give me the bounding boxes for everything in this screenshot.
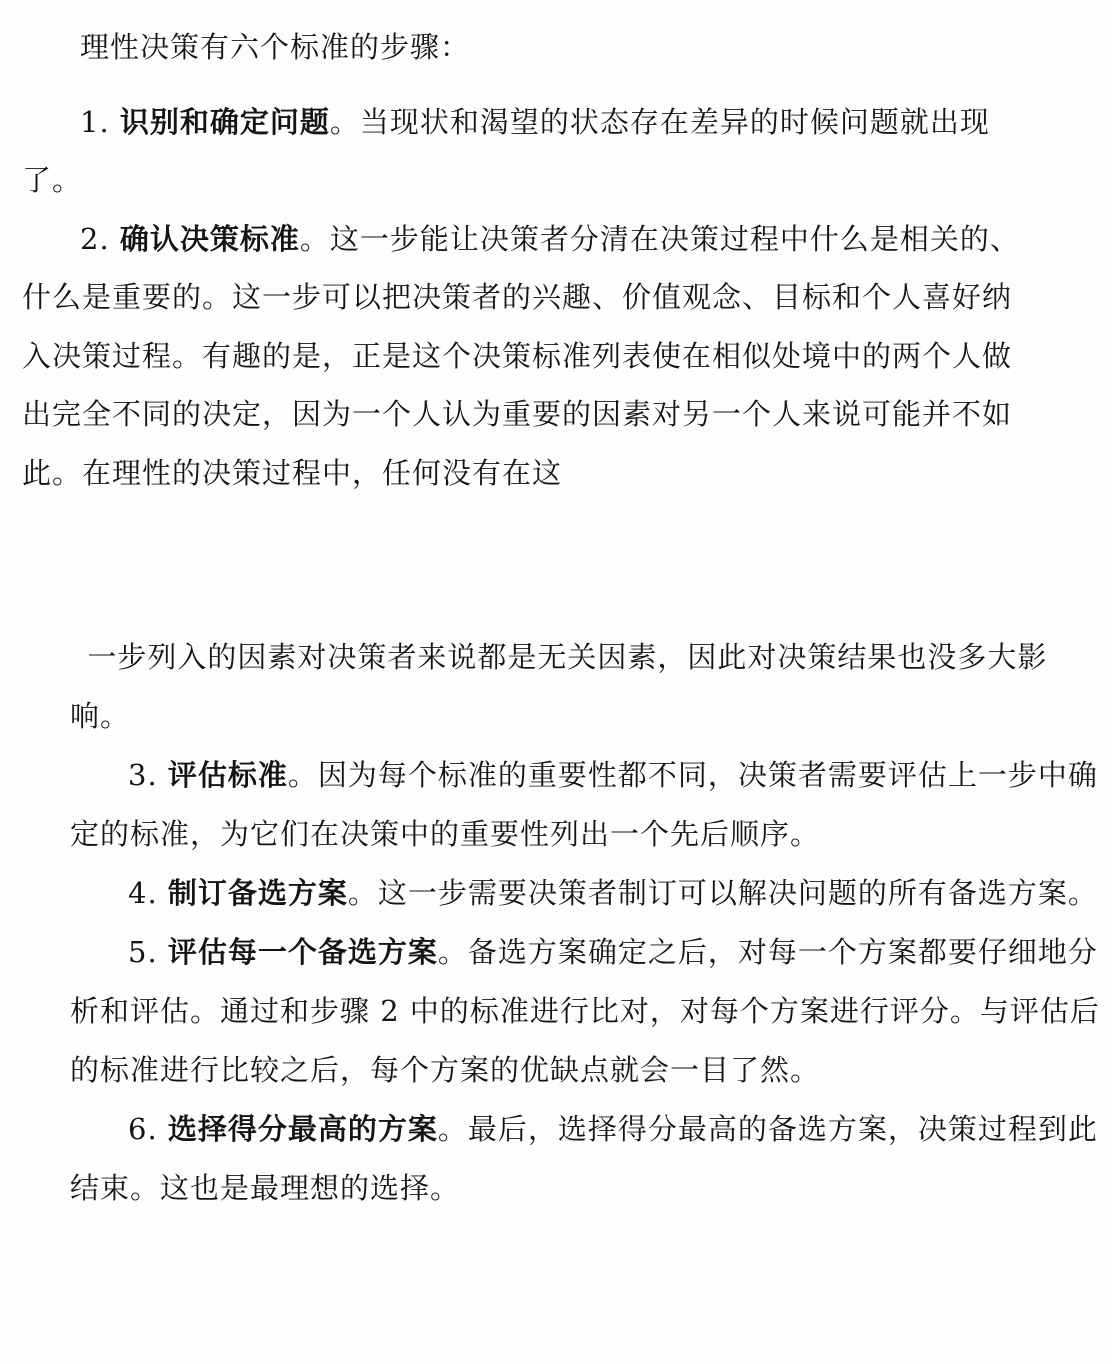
step-4-number: 4. bbox=[128, 876, 168, 910]
step-1-number: 1. bbox=[80, 104, 120, 139]
text-block-bottom bbox=[70, 628, 1100, 1218]
step-3-text: 。因为每个标准的重要性都不同，决策者需要评估上一步中确定的标准，为它们在决策中的重要性列出一个先后顺序。 bbox=[70, 758, 1098, 851]
step-6-heading: 选择得分最高的方案 bbox=[167, 1112, 438, 1146]
step-1-text: 。当现状和渴望的状态存在差异的时候问题就出现了。 bbox=[22, 104, 990, 197]
step-4-text: 。这一步需要决策者制订可以解决问题的所有备选方案。 bbox=[347, 876, 1098, 910]
step-2-heading: 确认决策标准 bbox=[119, 221, 300, 256]
step-2-text: 。这一步能让决策者分清在决策过程中什么是相关的、什么是重要的。这一步可以把决策者的兴趣、价值观念、目标和个人喜好纳入决策过程。有趣的是，正是这个决策标准列表使在相似处境中的两个人做出完全不同的决定，因为一个人认为重要的因素对另一个人来说可能并不如此。在理性的决策过程中，任何没有在这 bbox=[22, 221, 1020, 490]
step-3-heading: 评估标准 bbox=[167, 758, 288, 792]
step-5-paragraph bbox=[70, 923, 1100, 1100]
step-5-text: 。备选方案确定之后，对每一个方案都要仔细地分析和评估。通过和步骤 2 中的标准进行比对，对每个方案进行评分。与评估后的标准进行比较之后，每个方案的优缺点就会一目了然。 bbox=[70, 935, 1100, 1087]
intro-paragraph: 理性决策有六个标准的步骤： bbox=[80, 30, 471, 64]
step-6-number: 6. bbox=[128, 1112, 168, 1146]
step-5-number: 5. bbox=[128, 935, 168, 969]
step-1-paragraph bbox=[22, 93, 1022, 210]
step-2-continuation: 一步列入的因素对决策者来说都是无关因素，因此对决策结果也没多大影响。 bbox=[70, 640, 1048, 733]
step-3-paragraph bbox=[70, 746, 1100, 864]
step-6-paragraph bbox=[70, 1100, 1100, 1218]
step-2-paragraph bbox=[22, 210, 1022, 503]
step-4-heading: 制订备选方案 bbox=[167, 876, 348, 910]
step-2-number: 2. bbox=[80, 221, 120, 256]
step-5-heading: 评估每一个备选方案 bbox=[167, 935, 438, 969]
page-gap bbox=[0, 512, 1112, 622]
step-3-number: 3. bbox=[128, 758, 168, 792]
step-4-paragraph bbox=[70, 864, 1100, 923]
step-6-text: 。最后，选择得分最高的备选方案，决策过程到此结束。这也是最理想的选择。 bbox=[70, 1112, 1098, 1205]
step-1-heading: 识别和确定问题 bbox=[119, 104, 330, 139]
text-block-top bbox=[22, 18, 1022, 502]
